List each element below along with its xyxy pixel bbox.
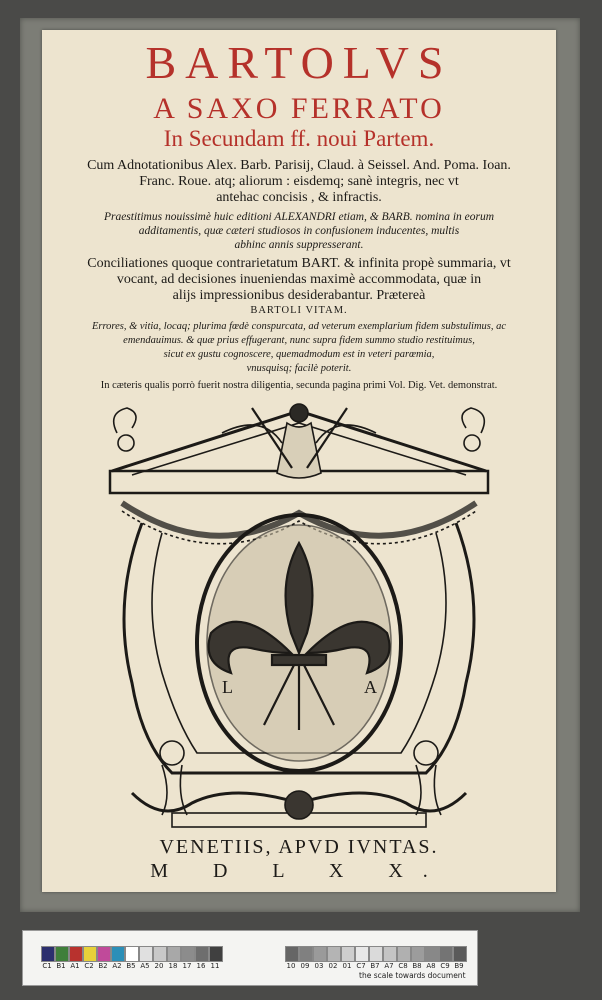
color-patch-label: A5 <box>140 962 150 970</box>
color-patch <box>111 946 125 962</box>
title-page <box>42 30 556 892</box>
color-patch <box>327 946 341 962</box>
woodcut-letter-a: A <box>364 677 377 697</box>
color-patch-label: C2 <box>84 962 94 970</box>
color-patch-label: 09 <box>300 962 310 970</box>
color-target-card <box>22 930 478 986</box>
color-patch-label: 11 <box>210 962 220 970</box>
color-patch <box>181 946 195 962</box>
color-patch <box>453 946 467 962</box>
color-patch <box>397 946 411 962</box>
color-patch <box>139 946 153 962</box>
para2-line2: additamentis, quæ cæteri studiosos in confusionem inducentes, multis <box>138 225 460 237</box>
color-patch-label: B7 <box>370 962 380 970</box>
scale-caption: the scale towards document <box>359 971 466 980</box>
color-patch <box>285 946 299 962</box>
woodcut-letter-l: L <box>222 677 233 697</box>
para3-line1: Conciliationes quoque contrarietatum BART. & infinita propè summaria, vt <box>87 256 511 271</box>
color-patch <box>41 946 55 962</box>
color-patch-label: 03 <box>314 962 324 970</box>
para3-line2: vocant, ad decisiones inueniendas maximè accommodata, quæ in <box>116 272 482 287</box>
color-patch-label: C8 <box>398 962 408 970</box>
color-patch-label: 01 <box>342 962 352 970</box>
color-patch <box>439 946 453 962</box>
para4-line3: sicut ex gustu cognoscere, quemadmodum est in veteri parœmia, <box>163 349 435 360</box>
color-patch-label: 02 <box>328 962 338 970</box>
color-patch-label: A1 <box>70 962 80 970</box>
para1-line1: Cum Adnotationibus Alex. Barb. Parisij, Claud. à Seissel. And. Poma. Ioan. <box>87 158 511 173</box>
para2-line1: Praestitimus nouissimè huic editioni ALEXANDRI etiam, & BARB. nomina in eorum <box>103 211 495 223</box>
para3-line4: BARTOLI VITAM. <box>250 305 348 316</box>
color-patch-label: 16 <box>196 962 206 970</box>
color-patch-label: A7 <box>384 962 394 970</box>
color-patch <box>153 946 167 962</box>
color-patch-label: 17 <box>182 962 192 970</box>
color-patch-label: 20 <box>154 962 164 970</box>
imprint-year: M D L X X. <box>150 860 448 882</box>
color-patch <box>69 946 83 962</box>
color-patch <box>369 946 383 962</box>
title-author: BARTOLVS <box>145 37 453 88</box>
printers-device-woodcut <box>102 393 496 833</box>
color-patch <box>383 946 397 962</box>
color-patch-label: A8 <box>426 962 436 970</box>
color-patch <box>83 946 97 962</box>
color-patch <box>55 946 69 962</box>
para2-line3: abhinc annis suppresserant. <box>234 239 364 251</box>
para1-line3: antehac concisis , & infractis. <box>216 190 382 205</box>
color-patch <box>125 946 139 962</box>
color-patch <box>167 946 181 962</box>
color-patch-label: B8 <box>412 962 422 970</box>
imprint: VENETIIS, APVD IVNTAS. <box>159 836 439 858</box>
title-origin: A SAXO FERRATO <box>153 92 445 125</box>
para4-line1: Errores, & vitia, locaq; plurima fœdè conspurcata, ad veterum exemplarium fidem substulimus, ac <box>91 321 507 332</box>
color-patch-label: B1 <box>56 962 66 970</box>
color-patch-label: C9 <box>440 962 450 970</box>
color-patch-label: B5 <box>126 962 136 970</box>
color-patch <box>411 946 425 962</box>
color-patch-label: B9 <box>454 962 464 970</box>
color-patch-label: C1 <box>42 962 52 970</box>
para5: In cæteris qualis porrò fuerit nostra diligentia, secunda pagina primi Vol. Dig. Vet. demonstrat. <box>100 380 498 391</box>
para3-line3: alijs impressionibus desiderabantur. Prætereà <box>172 288 426 303</box>
color-patch-label: 18 <box>168 962 178 970</box>
para4-line4: vnusquisq; facilè poterit. <box>246 363 352 374</box>
color-patch <box>425 946 439 962</box>
color-patch-label: B2 <box>98 962 108 970</box>
color-patch <box>313 946 327 962</box>
color-patch <box>97 946 111 962</box>
color-patch-label: C7 <box>356 962 366 970</box>
color-patch-label: 10 <box>286 962 296 970</box>
title-subject: In Secundam ff. noui Partem. <box>163 126 435 151</box>
color-patch <box>341 946 355 962</box>
color-patch <box>195 946 209 962</box>
color-patch <box>209 946 223 962</box>
color-patch <box>299 946 313 962</box>
para1-line2: Franc. Roue. atq; aliorum : eisdemq; sanè integris, nec vt <box>139 174 459 189</box>
color-patch <box>355 946 369 962</box>
para4-line2: emendauimus. & quæ prius effugerant, nunc supra fidem summo studio restituimus, <box>123 335 475 346</box>
color-patch-label: A2 <box>112 962 122 970</box>
